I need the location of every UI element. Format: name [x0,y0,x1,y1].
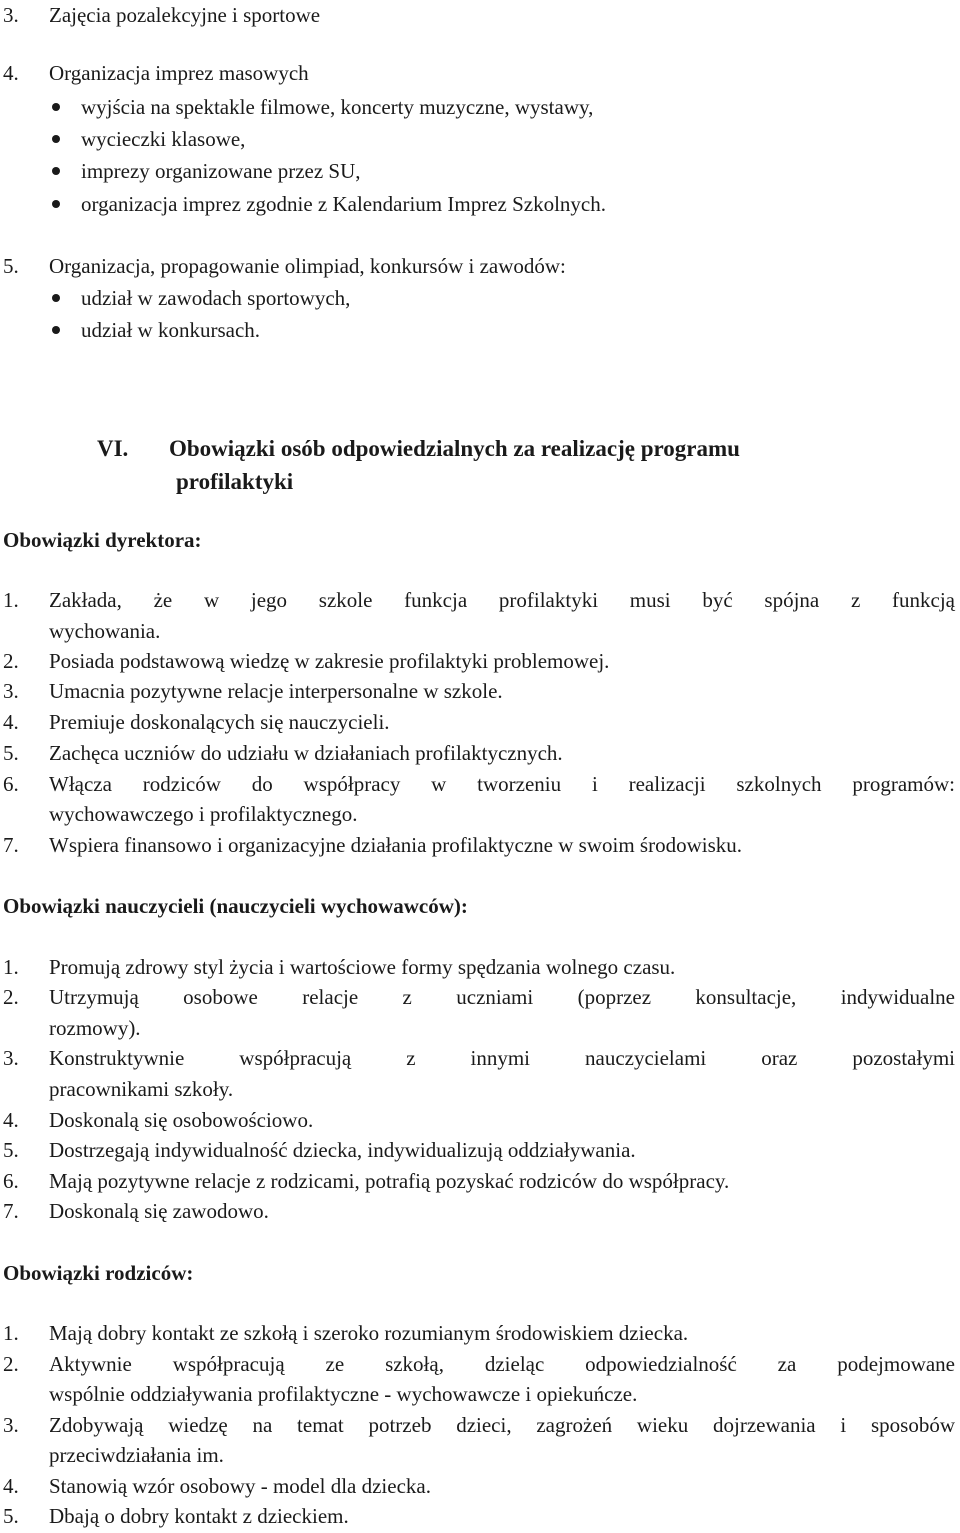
bullet-icon [52,326,60,334]
item-number: 5. [3,741,19,765]
item-text: Stanowią wzór osobowy - model dla dziecka. [49,1474,431,1498]
item-text: Zajęcia pozalekcyjne i sportowe [49,3,321,27]
bullet-text: udział w konkursach. [81,318,261,342]
item-number: 2. [3,985,19,1009]
item-text: Organizacja imprez masowych [49,61,309,85]
item-number: 1. [3,955,19,979]
bullet-icon [52,135,60,143]
item-number: 1. [3,1321,19,1345]
item-text: Mają pozytywne relacje z rodzicami, potrafią pozyskać rodziców do współpracy. [49,1169,730,1193]
bullet-text: organizacja imprez zgodnie z Kalendarium Imprez Szkolnych. [81,192,606,216]
item-text: Dbają o dobry kontakt z dzieckiem. [49,1504,349,1528]
item-number: 1. [3,588,19,612]
item-text: Włącza rodziców do współpracy w tworzeniu i realizacji szkolnych programów: [49,772,955,796]
item-text: rozmowy). [49,1016,141,1040]
chapter-number: VI. [97,436,129,461]
item-text: Zakłada, że w jego szkole funkcja profilaktyki musi być spójna z funkcją [49,588,955,612]
item-text: Organizacja, propagowanie olimpiad, konkursów i zawodów: [49,254,566,278]
bullet-icon [52,200,60,208]
item-text: wspólnie oddziaływania profilaktyczne - wychowawcze i opiekuńcze. [49,1382,638,1406]
item-text: wychowawczego i profilaktycznego. [49,802,358,826]
item-text: pracownikami szkoły. [49,1077,234,1101]
item-text: Premiuje doskonalących się nauczycieli. [49,710,390,734]
item-number: 6. [3,772,19,796]
item-text: Dostrzegają indywidualność dziecka, indywidualizują oddziaływania. [49,1138,636,1162]
item-text: Umacnia pozytywne relacje interpersonalne w szkole. [49,679,503,703]
item-text: Aktywnie współpracują ze szkołą, dzieląc odpowiedzialność za podejmowane [49,1352,955,1376]
section-heading-teachers: Obowiązki nauczycieli (nauczycieli wychowawców): [3,894,468,918]
item-text: Utrzymują osobowe relacje z uczniami (poprzez konsultacje, indywidualne [49,985,955,1009]
item-number: 4. [3,61,19,85]
section-heading-parents: Obowiązki rodziców: [3,1261,194,1285]
chapter-title: Obowiązki osób odpowiedzialnych za realizację programu [169,436,740,461]
item-number: 5. [3,1504,19,1528]
bullet-text: wyjścia na spektakle filmowe, koncerty muzyczne, wystawy, [81,95,594,119]
bullet-icon [52,294,60,302]
item-text: Promują zdrowy styl życia i wartościowe formy spędzania wolnego czasu. [49,955,676,979]
bullet-text: imprezy organizowane przez SU, [81,159,361,183]
bullet-text: udział w zawodach sportowych, [81,286,351,310]
bullet-icon [52,103,60,111]
bullet-icon [52,167,60,175]
item-number: 7. [3,833,19,857]
item-number: 3. [3,1046,19,1070]
item-text: Zdobywają wiedzę na temat potrzeb dzieci, zagrożeń wieku dojrzewania i sposobów [49,1413,955,1437]
bullet-text: wycieczki klasowe, [81,127,246,151]
section-heading-director: Obowiązki dyrektora: [3,528,202,552]
item-text: Mają dobry kontakt ze szkołą i szeroko rozumianym środowiskiem dziecka. [49,1321,689,1345]
item-number: 4. [3,1474,19,1498]
item-number: 4. [3,1108,19,1132]
item-text: Doskonalą się zawodowo. [49,1199,269,1223]
item-number: 3. [3,1413,19,1437]
item-number: 5. [3,254,19,278]
item-text: Konstruktywnie współpracują z innymi nauczycielami oraz pozostałymi [49,1046,955,1070]
item-number: 4. [3,710,19,734]
item-number: 7. [3,1199,19,1223]
item-number: 6. [3,1169,19,1193]
item-number: 5. [3,1138,19,1162]
item-text: przeciwdziałania im. [49,1443,224,1467]
item-number: 2. [3,649,19,673]
item-number: 3. [3,3,19,27]
item-text: Doskonalą się osobowościowo. [49,1108,314,1132]
item-text: Zachęca uczniów do udziału w działaniach profilaktycznych. [49,741,563,765]
item-text: Posiada podstawową wiedzę w zakresie profilaktyki problemowej. [49,649,610,673]
item-text: Wspiera finansowo i organizacyjne działania profilaktyczne w swoim środowisku. [49,833,742,857]
item-number: 2. [3,1352,19,1376]
item-number: 3. [3,679,19,703]
item-text: wychowania. [49,619,161,643]
chapter-title-continued: profilaktyki [176,469,294,494]
